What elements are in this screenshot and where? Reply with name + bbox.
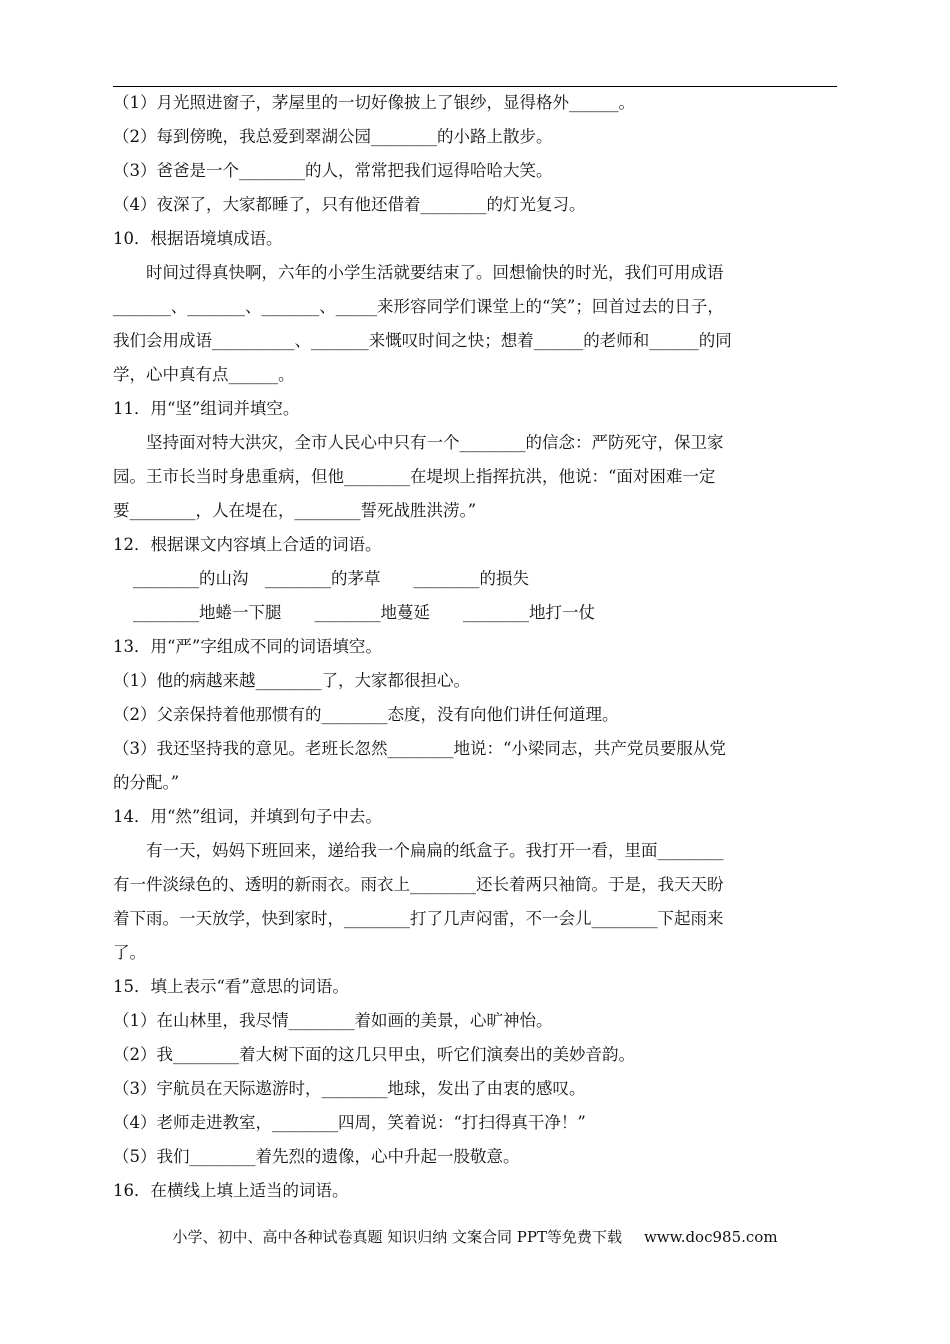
q10-paragraph-line-1: 时间过得真快啊，六年的小学生活就要结束了。回想愉快的时光，我们可用成语 [146, 263, 724, 282]
footer-url[interactable]: www.doc985.com [643, 1228, 778, 1246]
worksheet-content [113, 86, 837, 1208]
q12-words-row-2: ________地蜷一下腿 ________地蔓延 ________地打一仗 [133, 603, 595, 622]
q15-title: 15．填上表示“看”意思的词语。 [113, 977, 349, 996]
q9-item-3: （3）爸爸是一个________的人，常常把我们逗得哈哈大笑。 [113, 161, 553, 180]
q9-item-1: （1）月光照进窗子，茅屋里的一切好像披上了银纱，显得格外______。 [113, 93, 635, 112]
q11-title: 11．用“坚”组词并填空。 [113, 399, 300, 418]
q15-item-1: （1）在山林里，我尽情________着如画的美景，心旷神怡。 [113, 1011, 553, 1030]
footer-text: 小学、初中、高中各种试卷真题 知识归纳 文案合同 PPT等免费下载 [172, 1228, 622, 1246]
q10-paragraph-line-3: 我们会用成语__________、_______来慨叹时间之快；想着______的老师和______的同 [113, 331, 732, 350]
q15-item-2: （2）我________着大树下面的这几只甲虫，听它们演奏出的美妙音韵。 [113, 1045, 635, 1064]
q12-words-row-1: ________的山沟 ________的茅草 ________的损失 [133, 569, 529, 588]
q13-item-3: （3）我还坚持我的意见。老班长忽然________地说：“小梁同志，共产党员要服从党 [113, 739, 726, 758]
q15-item-3: （3）宇航员在天际遨游时，________地球，发出了由衷的感叹。 [113, 1079, 586, 1098]
q13-item-2: （2）父亲保持着他那惯有的________态度，没有向他们讲任何道理。 [113, 705, 619, 724]
q10-paragraph-line-4: 学，心中真有点______。 [113, 365, 295, 384]
q16-title: 16．在横线上填上适当的词语。 [113, 1181, 349, 1200]
q9-item-4: （4）夜深了，大家都睡了，只有他还借着________的灯光复习。 [113, 195, 586, 214]
q9-item-2: （2）每到傍晚，我总爱到翠湖公园________的小路上散步。 [113, 127, 553, 146]
q14-title: 14．用“然”组词，并填到句子中去。 [113, 807, 382, 826]
q13-item-3-cont: 的分配。” [113, 773, 180, 792]
q10-title: 10．根据语境填成语。 [113, 229, 283, 248]
q14-paragraph-line-1: 有一天，妈妈下班回来，递给我一个扁扁的纸盒子。我打开一看，里面________ [146, 841, 724, 860]
q11-paragraph-line-2: 园。王市长当时身患重病，但他________在堤坝上指挥抗洪，他说：“面对困难一定 [113, 467, 716, 486]
q13-title: 13．用“严”字组成不同的词语填空。 [113, 637, 382, 656]
page-footer [0, 1226, 950, 1248]
q14-paragraph-line-3: 着下雨。一天放学，快到家时，________打了几声闷雷，不一会儿________下起雨来 [113, 909, 724, 928]
q14-paragraph-line-2: 有一件淡绿色的、透明的新雨衣。雨衣上________还长着两只袖筒。于是，我天天盼 [113, 875, 724, 894]
q12-title: 12．根据课文内容填上合适的词语。 [113, 535, 382, 554]
q14-paragraph-line-4: 了。 [113, 943, 146, 962]
q10-paragraph-line-2: _______、_______、_______、_____来形容同学们课堂上的“笑”；回首过去的日子， [113, 297, 724, 316]
q15-item-5: （5）我们________着先烈的遗像，心中升起一股敬意。 [113, 1147, 520, 1166]
q11-paragraph-line-1: 坚持面对特大洪灾，全市人民心中只有一个________的信念：严防死守，保卫家 [146, 433, 724, 452]
q15-item-4: （4）老师走进教室，________四周，笑着说：“打扫得真干净！” [113, 1113, 586, 1132]
q11-paragraph-line-3: 要________，人在堤在，________誓死战胜洪涝。” [113, 501, 477, 520]
q13-item-1: （1）他的病越来越________了，大家都很担心。 [113, 671, 470, 690]
